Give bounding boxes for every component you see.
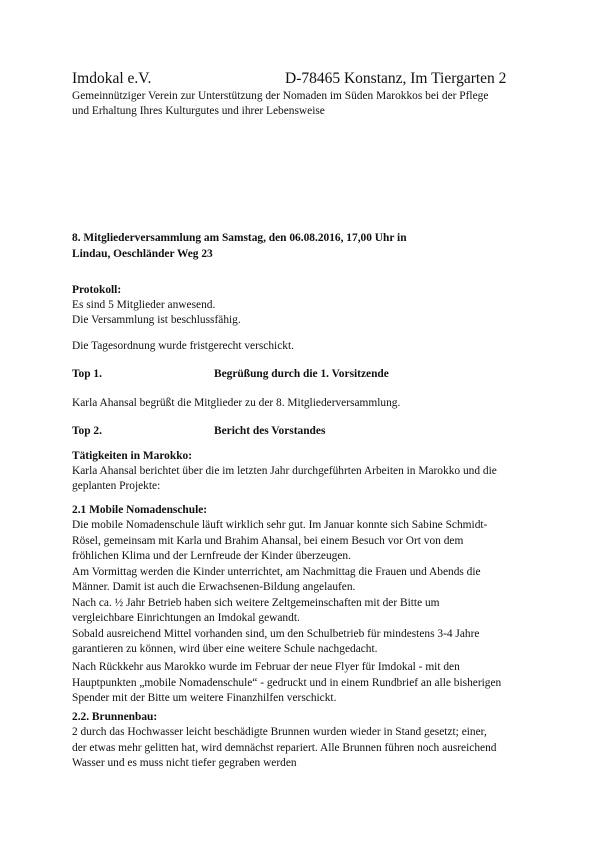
top1-text: Karla Ahansal begrüßt die Mitglieder zu der 8. Mitgliederversammlung.	[72, 397, 401, 409]
organization-name: Imdokal e.V.	[72, 70, 152, 87]
agenda-item-label: Top 1.	[72, 368, 102, 380]
paragraph-line: 2 durch das Hochwasser leicht beschädigte Brunnen wurden wieder in Stand gesetzt; einer,	[72, 726, 487, 738]
paragraph-line: Hauptpunkten „mobile Nomadenschule“ - gedruckt und in einem Rundbrief an alle bisherigen	[72, 676, 502, 689]
school-paragraph	[72, 518, 487, 658]
subtitle-line: Gemeinnütziger Verein zur Unterstützung der Nomaden im Süden Marokkos bei der Pflege	[72, 90, 489, 102]
agenda-item-title: Bericht des Vorstandes	[214, 425, 326, 437]
school-heading: 2.1 Mobile Nomadenschule:	[72, 504, 208, 516]
agenda-item-label: Top 2.	[72, 425, 102, 437]
protocol-line: Die Versammlung ist beschlussfähig.	[72, 314, 241, 326]
subtitle-line: und Erhaltung Ihres Kulturgutes und ihrer Lebensweise	[72, 105, 325, 117]
meeting-title	[72, 231, 542, 262]
paragraph-line: Rösel, gemeinsam mit Karla und Brahim Ahansal, bei einem Besuch vor Ort von dem	[72, 534, 464, 547]
flyer-paragraph	[72, 660, 501, 707]
paragraph-line: fröhlichen Klima und der Lernfreude der Kinder überzeugen.	[72, 550, 351, 562]
agenda-note: Die Tagesordnung wurde fristgerecht verschickt.	[72, 340, 294, 352]
agenda-item-title: Begrüßung durch die 1. Vorsitzende	[214, 368, 389, 380]
paragraph-line: Nach ca. ½ Jahr Betrieb haben sich weitere Zeltgemeinschaften mit der Bitte um	[72, 596, 440, 609]
paragraph-line: Sobald ausreichend Mittel vorhanden sind, um den Schulbetrieb für mindestens 3-4 Jahre	[72, 627, 480, 640]
activities-line: geplanten Projekte:	[72, 480, 161, 492]
protocol-heading: Protokoll:	[72, 284, 122, 296]
organization-subtitle	[72, 89, 542, 119]
agenda-item-top1	[72, 367, 542, 383]
paragraph-line: Die mobile Nomadenschule läuft wirklich sehr gut. Im Januar konnte sich Sabine Schmidt-	[72, 519, 488, 531]
paragraph-line: der etwas mehr gelitten hat, wird demnächst repariert. Alle Brunnen führen noch ausreichend	[72, 741, 497, 754]
paragraph-line: garantieren zu können, wird über eine weitere Schule nachgedacht.	[72, 643, 378, 655]
meeting-title-line: 8. Mitgliederversammlung am Samstag, den 06.08.2016, 17,00 Uhr in	[72, 232, 407, 244]
paragraph-line: Wasser und es muss nicht tiefer gegraben werden	[72, 757, 297, 769]
meeting-title-line: Lindau, Oeschländer Weg 23	[72, 247, 213, 260]
protocol-line: Es sind 5 Mitglieder anwesend.	[72, 299, 216, 311]
paragraph-line: Spender mit der Bitte um weitere Finanzhilfen verschickt.	[72, 692, 337, 704]
paragraph-line: vergleichbare Einrichtungen an Imdokal gewandt.	[72, 612, 300, 624]
wells-paragraph	[72, 725, 496, 772]
paragraph-line: Männer. Damit ist auch die Erwachsenen-Bildung angelaufen.	[72, 581, 356, 593]
paragraph-line: Nach Rückkehr aus Marokko wurde im Februar der neue Flyer für Imdokal - mit den	[72, 661, 460, 673]
organization-address: D-78465 Konstanz, Im Tiergarten 2	[285, 70, 507, 87]
activities-line: Karla Ahansal berichtet über die im letzten Jahr durchgeführten Arbeiten in Marokko und die	[72, 465, 497, 477]
agenda-item-top2	[72, 424, 542, 440]
activities-heading: Tätigkeiten in Marokko:	[72, 450, 193, 462]
paragraph-line: Am Vormittag werden die Kinder unterrichtet, am Nachmittag die Frauen und Abends die	[72, 565, 481, 578]
wells-heading: 2.2. Brunnenbau:	[72, 711, 158, 723]
letterhead	[72, 70, 532, 90]
